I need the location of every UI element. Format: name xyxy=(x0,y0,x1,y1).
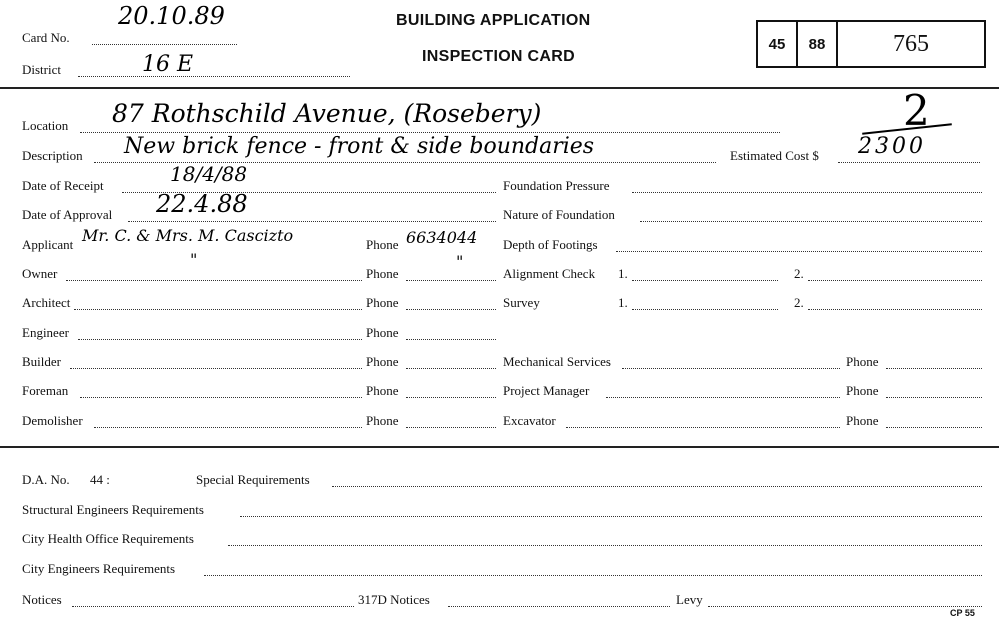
section-divider xyxy=(0,446,999,448)
project-manager-line xyxy=(606,397,840,398)
architect-phone-label: Phone xyxy=(366,295,399,310)
location-value: 87 Rothschild Avenue, (Rosebery) xyxy=(112,99,542,128)
district-value: 16 E xyxy=(142,52,194,77)
mechanical-phone-label: Phone xyxy=(846,354,879,369)
nature-foundation-line xyxy=(640,221,982,222)
owner-phone-label: Phone xyxy=(366,266,399,281)
depth-footings-label: Depth of Footings xyxy=(503,237,598,252)
box-cell-1: 45 xyxy=(758,22,798,66)
mechanical-services-line xyxy=(622,368,840,369)
structural-label: Structural Engineers Requirements xyxy=(22,502,204,517)
owner-line xyxy=(66,280,362,281)
applicant-label: Applicant xyxy=(22,237,74,252)
excavator-label: Excavator xyxy=(503,413,556,428)
project-manager-label: Project Manager xyxy=(503,383,590,398)
applicant-value: Mr. C. & Mrs. M. Cascizto xyxy=(82,226,294,245)
engineer-phone-line xyxy=(406,339,496,340)
location-label: Location xyxy=(22,118,69,133)
engineer-label: Engineer xyxy=(22,325,69,340)
survey-num1: 1. xyxy=(618,295,628,310)
card-no-label: Card No. xyxy=(22,30,70,45)
owner-phone-ditto: " xyxy=(456,252,464,271)
survey-line1 xyxy=(632,309,778,310)
foreman-line xyxy=(80,397,362,398)
card-number-box xyxy=(756,20,986,68)
applicant-phone-value: 6634044 xyxy=(406,228,478,247)
city-engineers-line xyxy=(204,575,982,576)
special-requirements-line xyxy=(332,486,982,487)
notices-317d-label: 317D Notices xyxy=(358,592,430,607)
alignment-check-label: Alignment Check xyxy=(503,266,596,281)
owner-ditto: " xyxy=(190,250,198,269)
architect-phone-line xyxy=(406,309,496,310)
da-no-value: 44 : xyxy=(90,472,110,487)
description-value: New brick fence - front & side boundaries xyxy=(124,134,595,159)
district-line xyxy=(78,76,350,77)
demolisher-phone-line xyxy=(406,427,496,428)
foreman-label: Foreman xyxy=(22,383,69,398)
depth-footings-line xyxy=(616,251,982,252)
title-line2: INSPECTION CARD xyxy=(422,48,575,65)
builder-line xyxy=(70,368,362,369)
demolisher-line xyxy=(94,427,362,428)
project-manager-phone-line xyxy=(886,397,982,398)
foreman-phone-label: Phone xyxy=(366,383,399,398)
builder-phone-label: Phone xyxy=(366,354,399,369)
alignment-num2: 2. xyxy=(794,266,804,281)
demolisher-label: Demolisher xyxy=(22,413,83,428)
levy-label: Levy xyxy=(676,592,703,607)
description-label: Description xyxy=(22,148,83,163)
engineer-line xyxy=(78,339,362,340)
applicant-phone-label: Phone xyxy=(366,237,399,252)
estimated-cost-label: Estimated Cost $ xyxy=(730,148,819,163)
location-line xyxy=(80,132,780,133)
date-approval-label: Date of Approval xyxy=(22,207,113,222)
project-manager-phone-label: Phone xyxy=(846,383,879,398)
notices-317d-line xyxy=(448,606,670,607)
health-line xyxy=(228,545,982,546)
card-no-value: 20.10.89 xyxy=(118,2,225,30)
foundation-pressure-label: Foundation Pressure xyxy=(503,178,610,193)
district-label: District xyxy=(22,62,61,77)
engineer-phone-label: Phone xyxy=(366,325,399,340)
excavator-line xyxy=(566,427,840,428)
title-line1: BUILDING APPLICATION xyxy=(396,12,591,29)
nature-foundation-label: Nature of Foundation xyxy=(503,207,615,222)
structural-line xyxy=(240,516,982,517)
header-divider xyxy=(0,87,999,89)
survey-line2 xyxy=(808,309,982,310)
levy-line xyxy=(708,606,982,607)
architect-label: Architect xyxy=(22,295,71,310)
card-no-line xyxy=(92,44,237,45)
box-cell-2: 88 xyxy=(798,22,838,66)
box-cell-3: 765 xyxy=(893,30,929,57)
owner-label: Owner xyxy=(22,266,58,281)
estimated-cost-line xyxy=(838,162,980,163)
excavator-phone-label: Phone xyxy=(846,413,879,428)
architect-line xyxy=(74,309,362,310)
date-approval-line xyxy=(128,221,496,222)
estimated-cost-value: 2300 xyxy=(858,134,926,159)
date-receipt-value: 18/4/88 xyxy=(170,162,248,186)
form-code: CP 55 xyxy=(950,608,975,618)
foreman-phone-line xyxy=(406,397,496,398)
owner-phone-line xyxy=(406,280,496,281)
foundation-pressure-line xyxy=(632,192,982,193)
builder-label: Builder xyxy=(22,354,61,369)
survey-label: Survey xyxy=(503,295,540,310)
alignment-line1 xyxy=(632,280,778,281)
survey-num2: 2. xyxy=(794,295,804,310)
notices-line xyxy=(72,606,354,607)
builder-phone-line xyxy=(406,368,496,369)
handwritten-marker: 2 xyxy=(903,86,930,135)
alignment-line2 xyxy=(808,280,982,281)
mechanical-phone-line xyxy=(886,368,982,369)
demolisher-phone-label: Phone xyxy=(366,413,399,428)
date-receipt-label: Date of Receipt xyxy=(22,178,104,193)
health-label: City Health Office Requirements xyxy=(22,531,194,546)
excavator-phone-line xyxy=(886,427,982,428)
alignment-num1: 1. xyxy=(618,266,628,281)
mechanical-services-label: Mechanical Services xyxy=(503,354,611,369)
da-no-label: D.A. No. xyxy=(22,472,70,487)
date-approval-value: 22.4.88 xyxy=(156,190,248,218)
notices-label: Notices xyxy=(22,592,62,607)
city-engineers-label: City Engineers Requirements xyxy=(22,561,176,576)
special-requirements-label: Special Requirements xyxy=(196,472,310,487)
